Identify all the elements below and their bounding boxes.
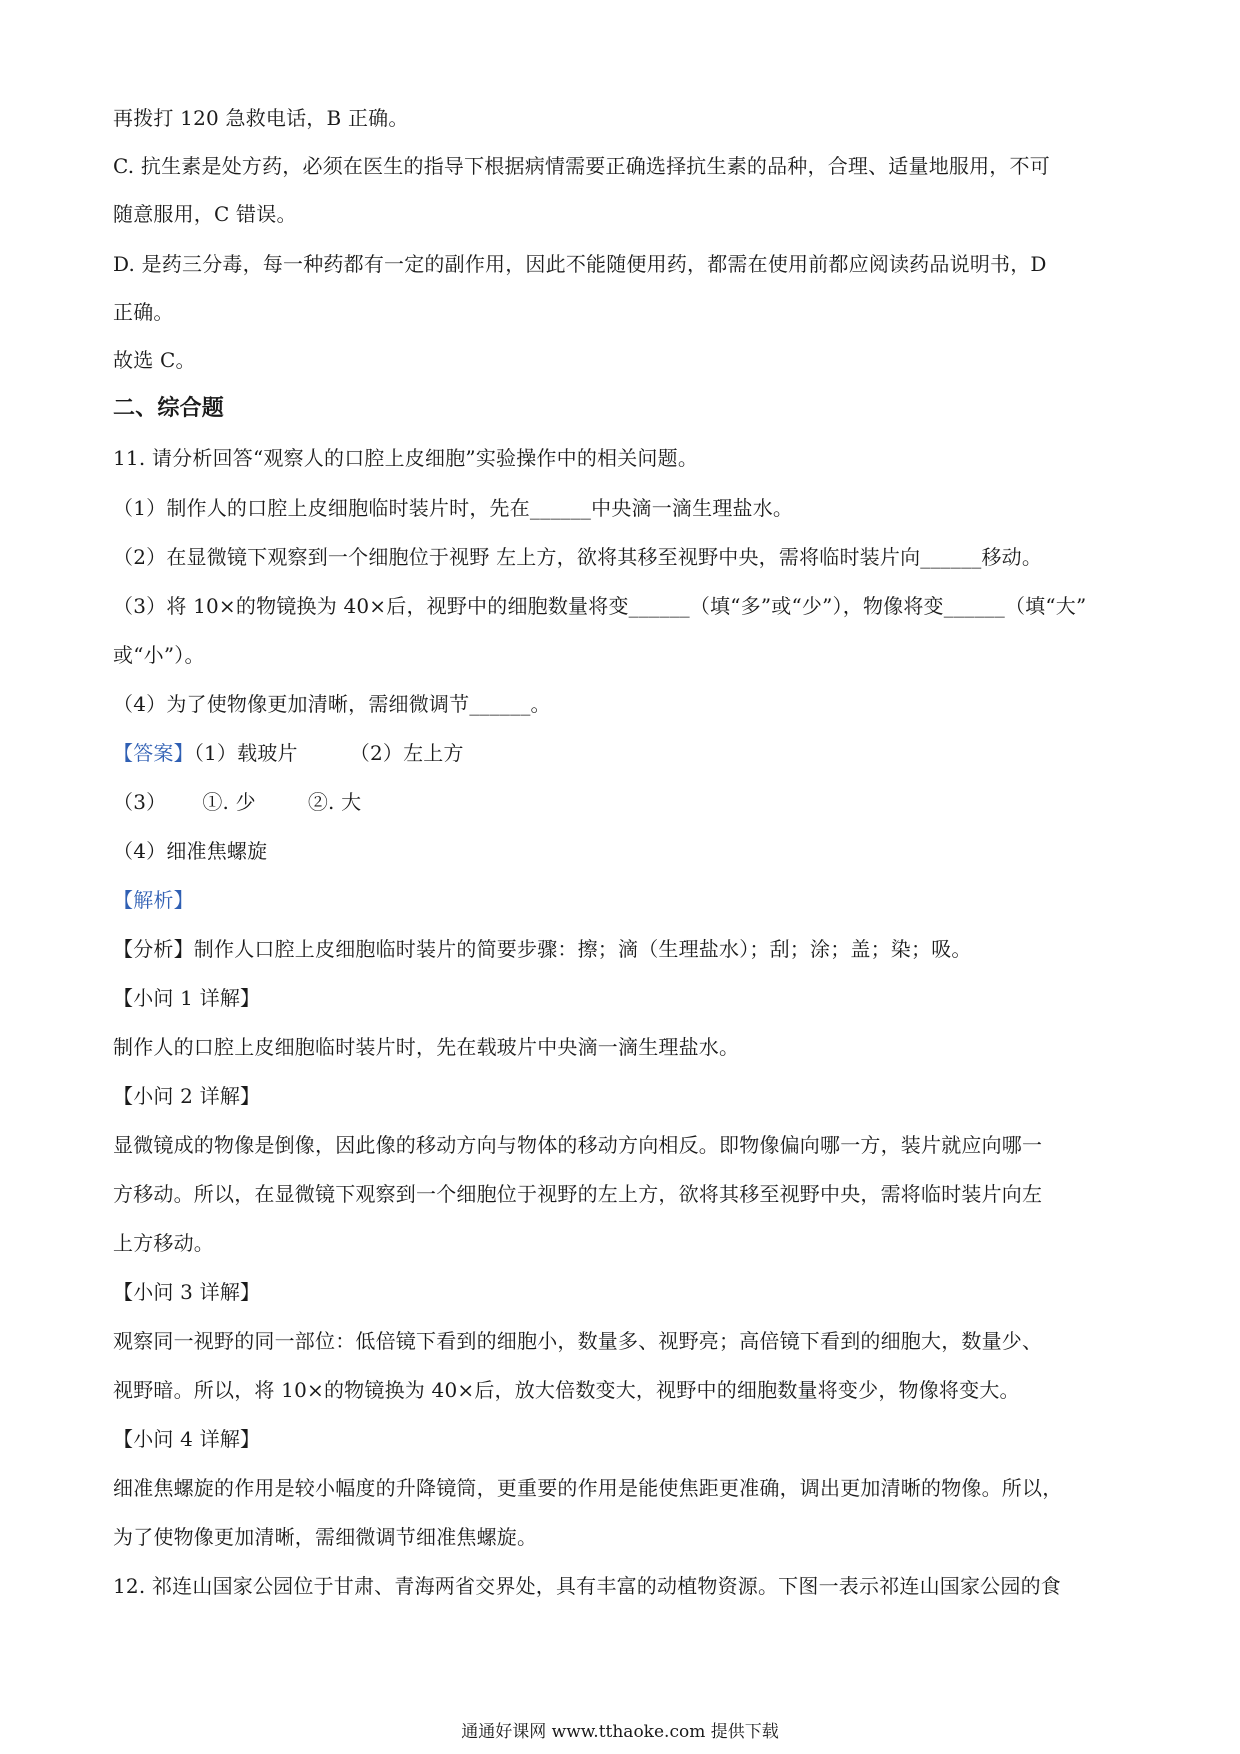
text-line: 正确。	[113, 300, 174, 324]
sub-question-3-text: 观察同一视野的同一部位：低倍镜下看到的细胞小，数量多、视野亮；高倍镜下看到的细胞大，数量少、	[113, 1329, 1043, 1353]
answer-3b: ②. 大	[307, 790, 362, 814]
question-11-part-2: （2）在显微镜下观察到一个细胞位于视野 左上方，欲将其移至视野中央，需将临时装片向______移动。	[113, 545, 1043, 569]
analysis-summary: 【分析】制作人口腔上皮细胞临时装片的简要步骤：擦；滴（生理盐水）；刮；涂；盖；染；吸。	[113, 937, 972, 961]
question-11: 11. 请分析回答“观察人的口腔上皮细胞”实验操作中的相关问题。	[113, 446, 699, 470]
text-line: C. 抗生素是处方药，必须在医生的指导下根据病情需要正确选择抗生素的品种，合理、适量地服用，不可	[113, 154, 1050, 178]
answer-3a: ①. 少	[202, 790, 256, 814]
answer-2: （2）左上方	[349, 741, 464, 765]
question-11-part-3: （3）将 10×的物镜换为 40×后，视野中的细胞数量将变______（填“多”或“少”），物像将变______（填“大”	[113, 594, 1087, 618]
text-line: 随意服用，C 错误。	[113, 202, 297, 226]
answer-tag: 【答案】	[113, 741, 194, 765]
answer-line	[113, 739, 1138, 767]
answer-3-line	[113, 788, 1138, 816]
sub-question-3-title: 【小问 3 详解】	[113, 1280, 261, 1304]
text-line: 故选 C。	[113, 348, 196, 372]
answer-4: （4）细准焦螺旋	[113, 839, 268, 863]
sub-question-3-text: 视野暗。所以，将 10×的物镜换为 40×后，放大倍数变大，视野中的细胞数量将变少，物像将变大。	[113, 1378, 1020, 1402]
question-11-part-3-cont: 或“小”）。	[113, 643, 205, 667]
question-11-part-1: （1）制作人的口腔上皮细胞临时装片时，先在______中央滴一滴生理盐水。	[113, 496, 794, 520]
sub-question-2-text: 上方移动。	[113, 1231, 214, 1255]
question-12: 12. 祁连山国家公园位于甘肃、青海两省交界处，具有丰富的动植物资源。下图一表示祁连山国家公园的食	[113, 1574, 1061, 1598]
sub-question-1-text: 制作人的口腔上皮细胞临时装片时，先在载玻片中央滴一滴生理盐水。	[113, 1035, 740, 1059]
answer-3-label: （3）	[113, 790, 167, 814]
sub-question-1-title: 【小问 1 详解】	[113, 986, 261, 1010]
page-footer: 通通好课网 www.tthaoke.com 提供下载	[461, 1722, 779, 1742]
text-line: 再拨打 120 急救电话，B 正确。	[113, 106, 409, 130]
question-11-part-4: （4）为了使物像更加清晰，需细微调节______。	[113, 692, 551, 716]
sub-question-4-text: 为了使物像更加清晰，需细微调节细准焦螺旋。	[113, 1525, 538, 1549]
section-title: 二、综合题	[113, 395, 225, 421]
text-line: D. 是药三分毒，每一种药都有一定的副作用，因此不能随便用药，都需在使用前都应阅读药品说明书，D	[113, 252, 1047, 276]
sub-question-4-text: 细准焦螺旋的作用是较小幅度的升降镜筒，更重要的作用是能使焦距更准确，调出更加清晰的物像。所以，	[113, 1476, 1063, 1500]
sub-question-2-text: 显微镜成的物像是倒像，因此像的移动方向与物体的移动方向相反。即物像偏向哪一方，装片就应向哪一	[113, 1133, 1043, 1157]
answer-1: （1）载玻片	[193, 741, 298, 765]
sub-question-2-text: 方移动。所以，在显微镜下观察到一个细胞位于视野的左上方，欲将其移至视野中央，需将临时装片向左	[113, 1182, 1043, 1206]
sub-question-2-title: 【小问 2 详解】	[113, 1084, 261, 1108]
sub-question-4-title: 【小问 4 详解】	[113, 1427, 261, 1451]
analysis-tag: 【解析】	[113, 888, 194, 912]
